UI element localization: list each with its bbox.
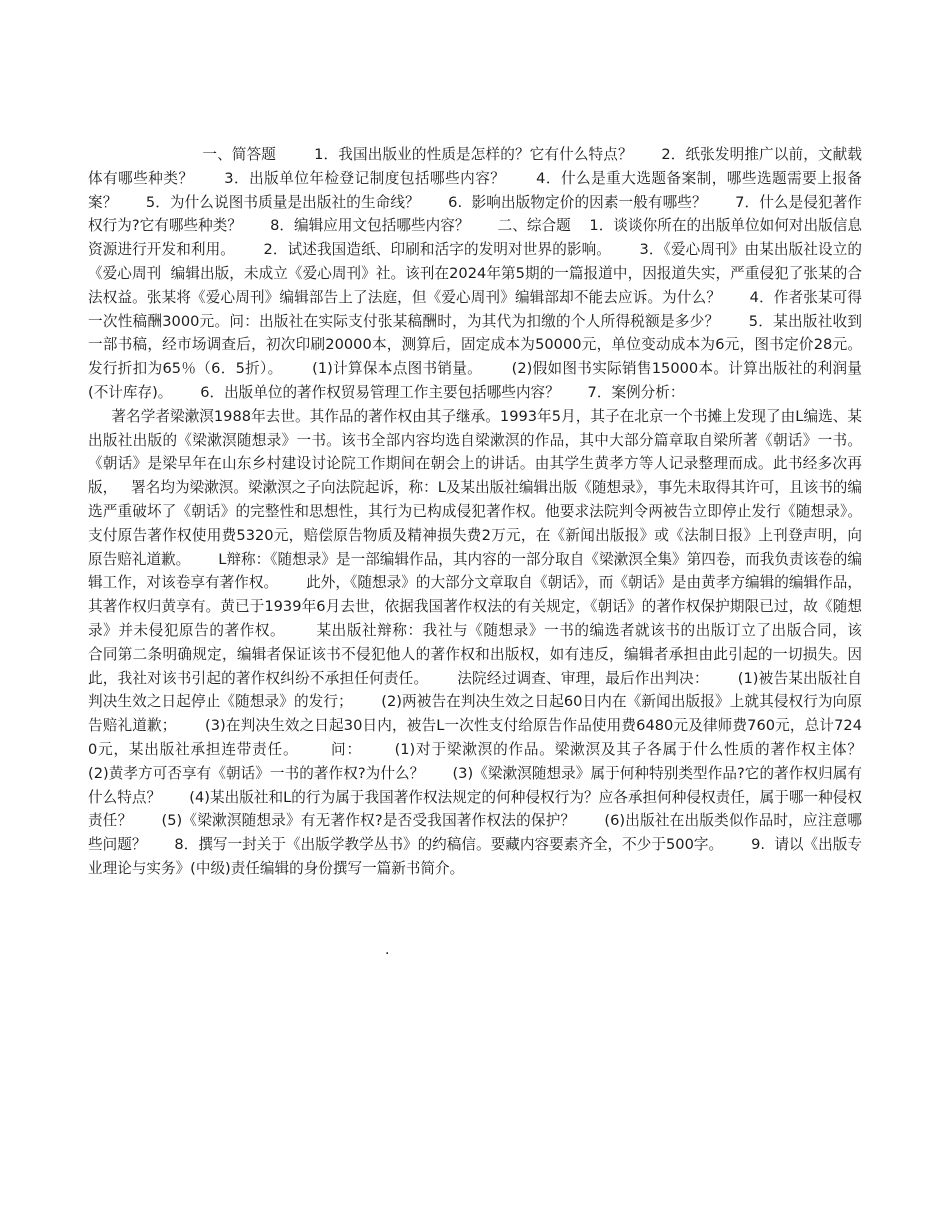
question-paragraph: 一、简答题 1．我国出版业的性质是怎样的？它有什么特点？ 2．纸张发明推广以前，文献载体有哪些种类？ 3．出版单位年检登记制度包括哪些内容？ 4．什么是重大选题备案制，哪些选题需要上报备案？ 5．为什么说图书质量是出版社的生命线？ 6. 影响出版物定价的因素一般有哪些？ 7．什么是侵犯著作权行为?它有哪些种类？ 8．编辑应用文包括哪些内容？ 二、综合题 1．谈谈你所在的出版单位如何对出版信息资源进行开发和利用。 2．试述我国造纸、印刷和活字的发明对世界的影响。 3．《爱心周刊》由某出版社设立的《爱心周刊 编辑出版，未成立《爱心周刊》社。该刊在2024年第5期的一篇报道中，因报道失实，严重侵犯了张某的合法权益。张某将《爱心周刊》编辑部告上了法庭，但《爱心周刊》编辑部却不能去应诉。为什么？ 4．作者张某可得一次性稿酬3000元。问：出版社在实际支付张某稿酬时，为其代为扣缴的个人所得税额是多少？ 5．某出版社收到一部书稿，经市场调查后，初次印刷20000本，测算后，固定成本为50000元，单位变动成本为6元，图书定价28元。发行折扣为65％（6．5折）。 (1)计算保本点图书销量。 (2)假如图书实际销售15000本。计算出版社的利润量(不计库存)。 6．出版单位的著作权贸易管理工作主要包括哪些内容？ 7．案例分析：: [88, 146, 862, 401]
document-body: [88, 143, 890, 881]
case-study-paragraph: 著名学者梁漱溟1988年去世。其作品的著作权由其子继承。1993年5月，其子在北京一个书摊上发现了由L编选、某出版社出版的《梁漱溟随想录》一书。该书全部内容均选自梁漱溟的作品，其中大部分篇章取自梁所著《朝话》一书。《朝话》是梁早年在山东乡村建设讨论院工作期间在朝会上的讲话。由其学生黄孝方等人记录整理而成。此书经多次再版， 署名均为梁漱溟。梁漱溟之子向法院起诉，称：L及某出版社编辑出版《随想录》，事先未取得其许可，且该书的编选严重破坏了《朝话》的完整性和思想性，其行为已构成侵犯著作权。他要求法院判令两被告立即停止发行《随想录》。支付原告著作权使用费5320元，赔偿原告物质及精神损失费2万元，在《新闻出版报》或《法制日报》上刊登声明，向原告赔礼道歉。 L辩称：《随想录》是一部编辑作品，其内容的一部分取自《梁漱溟全集》第四卷，而我负责该卷的编辑工作，对该卷享有著作权。 此外，《随想录》的大部分文章取自《朝话》，而《朝话》是由黄孝方编辑的编辑作品，其著作权归黄享有。黄已于1939年6月去世，依据我国著作权法的有关规定，《朝话》的著作权保护期限已过，故《随想录》并未侵犯原告的著作权。 某出版社辩称：我社与《随想录》一书的编选者就该书的出版订立了出版合同，该 合同第二条明确规定，编辑者保证该书不侵犯他人的著作权和出版权，如有违反，编辑者承担由此引起的一切损失。因此，我社对该书引起的著作权纠纷不承担任何责任。 法院经过调查、审理，最后作出判决： (1)被告某出版社自判决生效之日起停止《随想录》的发行； (2)两被告在判决生效之日起60日内在《新闻出版报》上就其侵权行为向原告赔礼道歉； (3)在判决生效之日起30日内，被告L一次性支付给原告作品使用费6480元及律师费760元，总计7240元，某出版社承担连带责任。 问： (1)对于梁漱溟的作品。梁漱溟及其子各属于什么性质的著作权主体？ (2)黄孝方可否享有《朝话》一书的著作权?为什么？ (3)《梁漱溟随想录》属于何种特别类型作品?它的著作权归属有什么特点？ (4)某出版社和L的行为属于我国著作权法规定的何种侵权行为？应各承担何种侵权责任，属于哪一种侵权责任？ (5)《梁漱溟随想录》有无著作权?是否受我国著作权法的保护？ (6)出版社在出版类似作品时，应注意哪些问题？ 8．撰写一封关于《出版学教学丛书》的约稿信。要藏内容要素齐全，不少于500字。 9. 请以《出版专业理论与实务》(中级)责任编辑的身份撰写一篇新书简介。: [88, 407, 890, 877]
footer-mark: .: [385, 942, 390, 958]
